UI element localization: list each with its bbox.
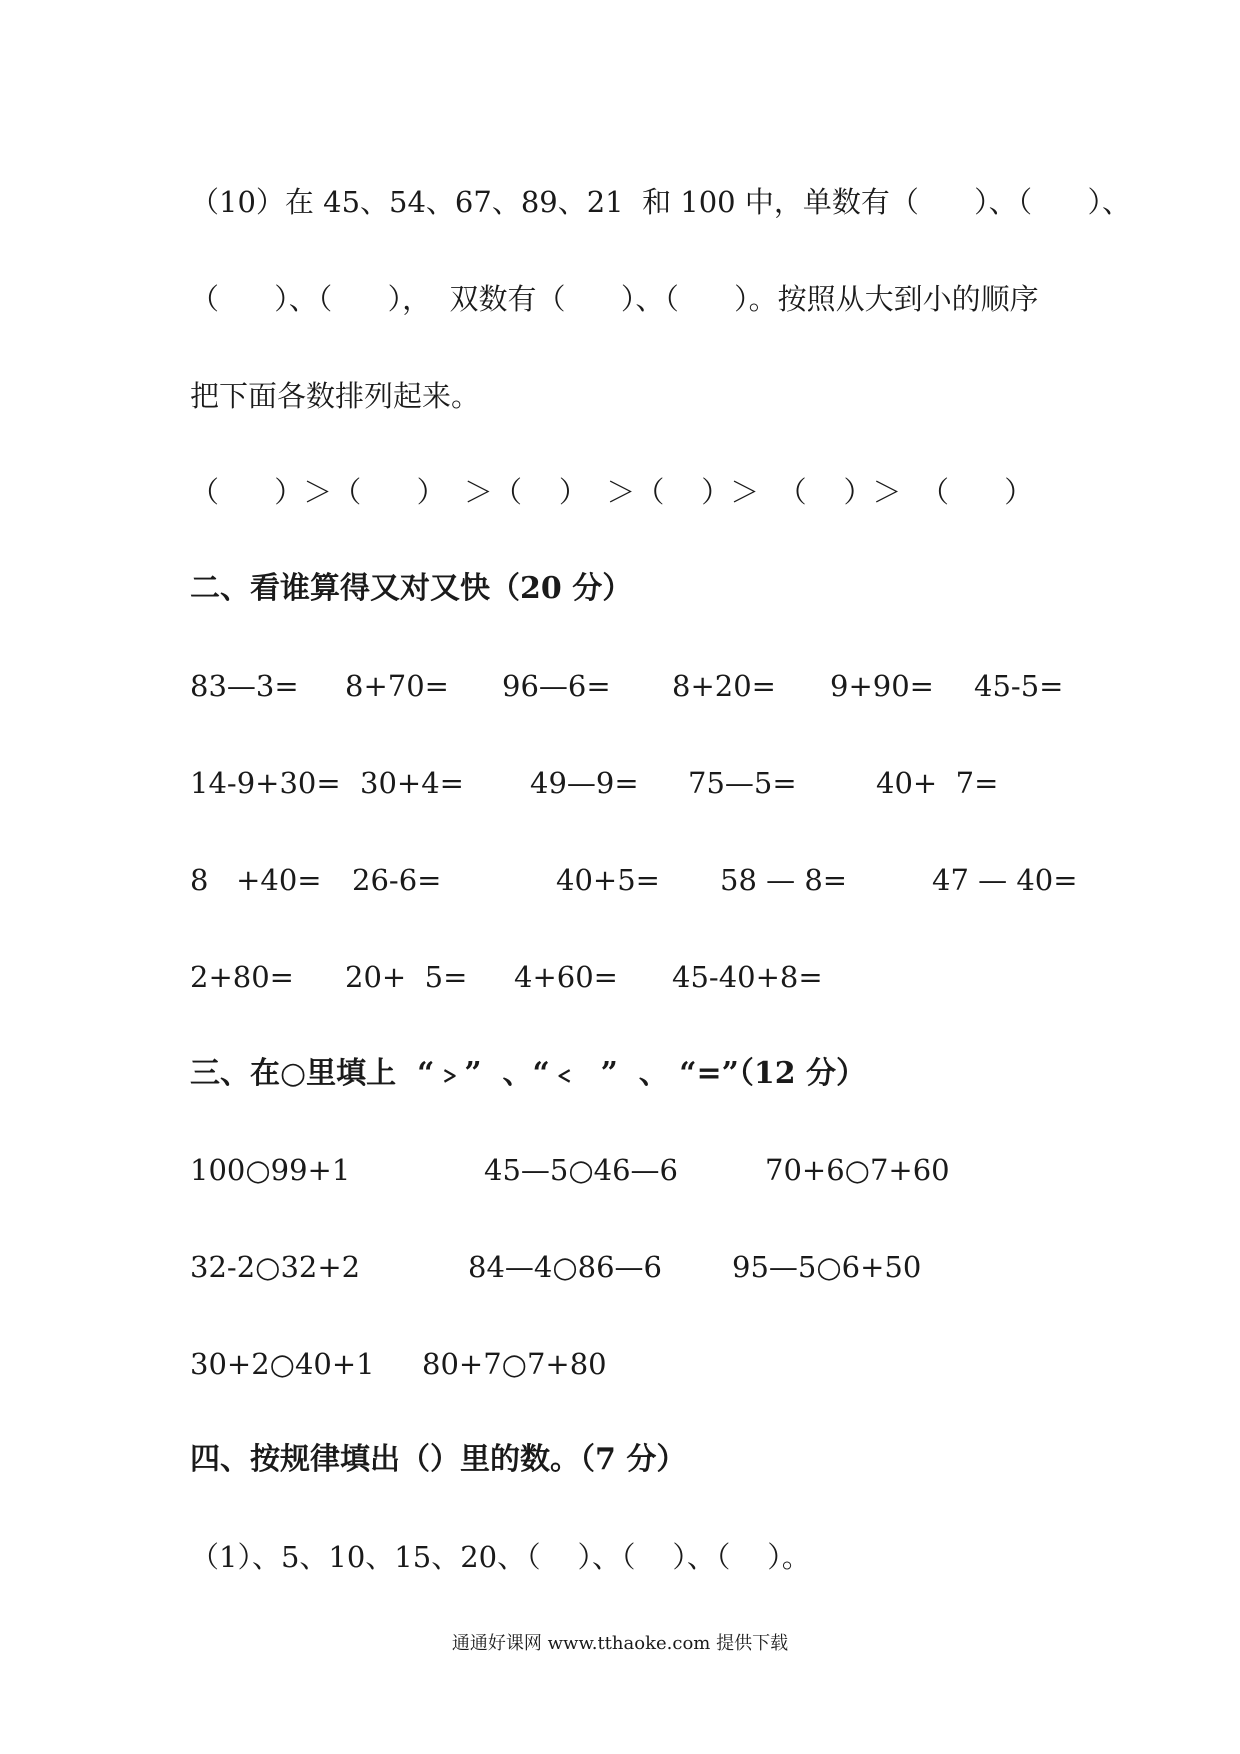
section-3-row-2 — [190, 1247, 1090, 1287]
q10-ordering-line: （ ）＞（ ） ＞（ ） ＞（ ）＞ （ ）＞ （ ） — [190, 475, 1034, 509]
arith-problem: 9+90= — [830, 669, 934, 703]
arith-problem: 8+20= — [672, 669, 776, 703]
arith-problem: 8+70= — [345, 669, 449, 703]
section-4-heading: 四、按规律填出（）里的数。（7 分） — [190, 1442, 687, 1477]
section-3-heading: 三、在○里填上 “﹥” 、“﹤ ” 、 “=”（12 分） — [190, 1056, 867, 1091]
arith-problem: 83—3= — [190, 669, 299, 703]
q10-line-1: （10）在 45、54、67、89、21 和 100 中，单数有（ ）、（ ）、 — [190, 185, 1131, 219]
section-4-q1: （1）、5、10、15、20、（ ）、（ ）、（ ）。 — [190, 1540, 811, 1574]
arith-problem: 4+60= — [514, 960, 618, 994]
arith-problem: 47 — 40= — [932, 863, 1078, 897]
compare-problem: 45—5○46—6 — [484, 1153, 679, 1187]
section-2-heading: 二、看谁算得又对又快（20 分） — [190, 571, 633, 606]
compare-problem: 30+2○40+1 — [190, 1347, 375, 1381]
arith-problem: 40+5= — [556, 863, 660, 897]
arith-problem: 8 +40= — [190, 863, 322, 897]
arith-problem: 30+4= — [360, 766, 464, 800]
q10-line-3: 把下面各数排列起来。 — [190, 379, 481, 413]
arith-problem: 49—9= — [530, 766, 639, 800]
arith-problem: 40+ 7= — [876, 766, 999, 800]
section-2-row-2 — [190, 763, 1090, 803]
arith-problem: 14-9+30= — [190, 766, 341, 800]
compare-problem: 70+6○7+60 — [765, 1153, 950, 1187]
section-3-row-3 — [190, 1344, 1090, 1384]
arith-problem: 58 — 8= — [720, 863, 848, 897]
footer-watermark: 通通好课网 www.tthaoke.com 提供下载 — [451, 1633, 789, 1654]
section-2-row-3 — [190, 860, 1090, 900]
compare-problem: 80+7○7+80 — [422, 1347, 607, 1381]
arith-problem: 26-6= — [352, 863, 442, 897]
arith-problem: 96—6= — [502, 669, 611, 703]
arith-problem: 20+ 5= — [345, 960, 468, 994]
section-2-row-4 — [190, 957, 1090, 997]
arith-problem: 45-5= — [974, 669, 1064, 703]
section-2-row-1 — [190, 666, 1090, 706]
q10-line-2: （ ）、（ ）， 双数有（ ）、（ ）。按照从大到小的顺序 — [190, 282, 1039, 316]
compare-problem: 95—5○6+50 — [732, 1250, 922, 1284]
section-3-row-1 — [190, 1150, 1090, 1190]
compare-problem: 84—4○86—6 — [468, 1250, 663, 1284]
arith-problem: 2+80= — [190, 960, 294, 994]
compare-problem: 32-2○32+2 — [190, 1250, 361, 1284]
compare-problem: 100○99+1 — [190, 1153, 351, 1187]
arith-problem: 45-40+8= — [672, 960, 823, 994]
arith-problem: 75—5= — [688, 766, 797, 800]
